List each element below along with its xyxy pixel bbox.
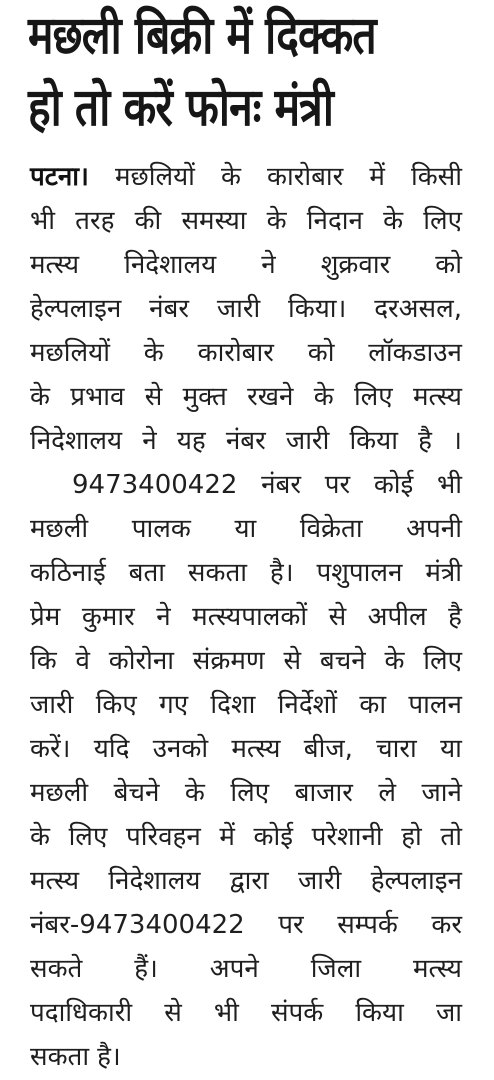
article-word: किया (349, 426, 398, 456)
article-word: की (134, 206, 162, 236)
article-word: परिवहन (125, 822, 201, 852)
article-word: लिए (353, 382, 393, 412)
article-word: के (30, 382, 50, 412)
article-word: दरअसल, (374, 294, 462, 324)
article-word: नंबर (261, 470, 302, 500)
article-word: बता (128, 558, 166, 588)
article-word: जाने (421, 778, 462, 808)
article-line (30, 903, 462, 947)
article-word: चारा (376, 734, 417, 764)
article-line (30, 859, 462, 903)
article-word: के (313, 382, 334, 412)
article-word: किसी (410, 162, 462, 192)
article-line (30, 683, 462, 727)
article-word: किया। (288, 294, 347, 324)
article-word: भी (30, 206, 56, 236)
article-word: के (143, 338, 164, 368)
article-word: है। (97, 1042, 121, 1072)
article-word: हैं। (134, 954, 158, 984)
article-word: दिशा (210, 690, 256, 720)
article-word: मंत्री (425, 558, 462, 588)
article-word: यह (176, 426, 206, 456)
article-word: से (283, 646, 302, 676)
article-word: ने (156, 602, 171, 632)
article-line (30, 419, 462, 463)
article-word: नंबर (225, 426, 266, 456)
article-word: रखने (247, 382, 294, 412)
article-word: या (234, 514, 257, 544)
article-word: संपर्क (270, 998, 324, 1028)
article-word: तरह (75, 206, 115, 236)
article-word: विक्रेता (299, 514, 363, 544)
article-word: मत्स्यपालकों (192, 602, 308, 632)
article-word: में (219, 822, 235, 852)
article-line (30, 1035, 462, 1079)
article-word: मुक्त (182, 382, 227, 412)
article-word: में (369, 162, 385, 192)
article-word: बचने (319, 646, 366, 676)
headline (28, 0, 405, 144)
article-word: कारोबार (267, 162, 344, 192)
article-word: मछलियों (114, 162, 195, 192)
article-word: है। (269, 558, 294, 588)
article-word: ने (142, 426, 157, 456)
article-line (30, 243, 462, 287)
article-word: हेल्पलाइन (30, 294, 122, 324)
article-word: लिए (423, 206, 462, 236)
article-word: से (144, 382, 163, 412)
article-line (30, 595, 462, 639)
article-word: कर (431, 910, 462, 940)
article-line (30, 375, 462, 419)
article-line (30, 991, 462, 1035)
article-word: जा (435, 998, 462, 1028)
article-word: द्वारा (229, 866, 269, 896)
article-word: पालक (131, 514, 191, 544)
article-word: शुक्रवार (320, 250, 391, 280)
article-word: कारोबार (197, 338, 274, 368)
article-word: सकता (187, 558, 248, 588)
article-word: मछली (30, 514, 89, 544)
article-word: बाजार (294, 778, 353, 808)
article-word: नंबर (149, 294, 190, 324)
article-word: को (435, 250, 462, 280)
article-word: । (452, 426, 462, 456)
article-word: के (30, 822, 50, 852)
article-word: से (164, 998, 182, 1028)
article-word: पशुपालन (316, 558, 403, 588)
article-word: भी (213, 998, 239, 1028)
article-word: लॉकडाउन (368, 338, 462, 368)
article-word: जारी (298, 866, 342, 896)
article-word: सकते (30, 954, 83, 984)
headline-line-1: मछली बिक्री में दिक्कत (28, 6, 376, 66)
article-word: बीज, (303, 734, 353, 764)
article-word: निदेशालय (108, 866, 201, 896)
article-word: परेशानी (311, 822, 383, 852)
article-word: निर्देशों (277, 690, 338, 720)
article-line (30, 815, 462, 859)
article-word: को (307, 338, 335, 368)
article-word: वे (75, 646, 90, 676)
article-line (30, 155, 462, 199)
article-word: ले (378, 778, 396, 808)
article-line (30, 639, 462, 683)
helpline-number: 9473400422 (72, 470, 238, 500)
article-word: ने (261, 250, 276, 280)
article-word: जिला (310, 954, 362, 984)
article-word: कोरोना (108, 646, 174, 676)
article-word: कोई (373, 470, 414, 500)
article-word: कोई (253, 822, 294, 852)
article-word: मछली (30, 778, 89, 808)
article-word: का (359, 690, 387, 720)
article-word: तो (440, 822, 462, 852)
helpline-number: नंबर-9473400422 (30, 910, 245, 940)
article-word: निदेशालय (124, 250, 217, 280)
headline-line-2: हो तो करें फोनः मंत्री (28, 78, 334, 138)
article-word: जारी (216, 294, 261, 324)
article-line (30, 287, 462, 331)
article-word: से (328, 602, 347, 632)
article-word: लिए (68, 822, 108, 852)
article-word: कि (30, 646, 57, 676)
article-body (30, 155, 462, 1079)
article-word: समस्या (181, 206, 247, 236)
article-line (30, 463, 462, 507)
article-line (30, 331, 462, 375)
article-word: लिए (230, 778, 270, 808)
article-word: मछलियों (30, 338, 110, 368)
article-word: है (448, 602, 462, 632)
article-word: के (266, 206, 287, 236)
article-word: सकता (30, 1042, 90, 1072)
article-line (30, 771, 462, 815)
article-word: लिए (423, 646, 462, 676)
article-line (30, 947, 462, 991)
article-word: पर (324, 470, 351, 500)
article-word: मत्स्य (412, 954, 462, 984)
article-word: मत्स्य (412, 382, 462, 412)
article-word: के (184, 778, 205, 808)
article-word: किए (95, 690, 137, 720)
article-line (30, 727, 462, 771)
article-word: अपनी (406, 514, 462, 544)
article-word: के (383, 206, 404, 236)
article-word: निदेशालय (30, 426, 123, 456)
article-word: मत्स्य (231, 734, 281, 764)
article-word: यदि (93, 734, 130, 764)
article-word: अपने (209, 954, 259, 984)
article-word: प्रेम (30, 602, 61, 632)
article-word: भी (436, 470, 462, 500)
article-word: संक्रमण (192, 646, 265, 676)
article-word: बेचने (113, 778, 160, 808)
article-word: जारी (285, 426, 330, 456)
article-word: हेल्पलाइन (370, 866, 462, 896)
article-word: जारी (30, 690, 74, 720)
article-word: उनको (152, 734, 209, 764)
article-line (30, 551, 462, 595)
article-line (30, 199, 462, 243)
article-word: मत्स्य (30, 866, 80, 896)
article-word: कठिनाई (30, 558, 106, 588)
dateline: पटना। (30, 162, 89, 192)
article-word: के (220, 162, 241, 192)
article-word: के (384, 646, 405, 676)
article-word: कुमार (81, 602, 135, 632)
article-line (30, 507, 462, 551)
article-word: या (440, 734, 462, 764)
article-word: गए (159, 690, 189, 720)
article-word: किया (355, 998, 404, 1028)
article-word: निदान (306, 206, 363, 236)
article-word: सम्पर्क (337, 910, 398, 940)
article-word: पदाधिकारी (30, 998, 133, 1028)
article-word: प्रभाव (70, 382, 125, 412)
article-word: है (418, 426, 432, 456)
article-word: करें। (30, 734, 71, 764)
article-word: हो (401, 822, 422, 852)
article-word: पालन (408, 690, 462, 720)
article-word: मत्स्य (30, 250, 80, 280)
article-word: पर (278, 910, 304, 940)
article-word: अपील (367, 602, 427, 632)
